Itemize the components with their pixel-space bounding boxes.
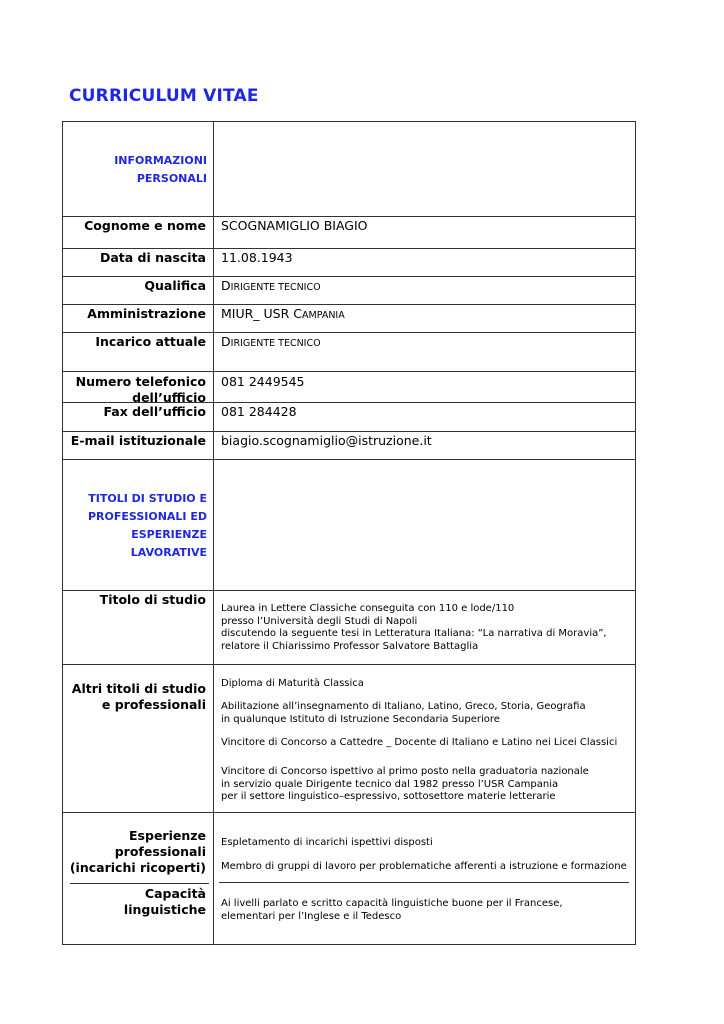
amministrazione-part: AMPANIA [302, 310, 345, 321]
birth-value: 11.08.1943 [221, 250, 293, 265]
phone-value: 081 2449545 [221, 374, 305, 389]
amministrazione-part: MIUR_ USR C [221, 306, 302, 321]
lingue-text [221, 898, 563, 923]
esperienze-p2: Membro di gruppi di lavoro per problematiche afferenti a istruzione e formazione [221, 861, 627, 872]
qualifica-rest: IRIGENTE TECNICO [230, 282, 321, 293]
lingue-label-line: Capacità [144, 886, 206, 901]
phone-label [76, 374, 206, 406]
altri-p4 [221, 766, 589, 804]
esperienze-label [70, 828, 206, 876]
email-value: biagio.scognamiglio@istruzione.it [221, 433, 432, 448]
section-label-line: PROFESSIONALI ED [87, 510, 207, 523]
sub-divider-right [219, 882, 629, 883]
text-line: presso l’Università degli Studi di Napoli [221, 615, 418, 627]
phone-label-line: dell’ufficio [132, 390, 206, 405]
altri-p2 [221, 701, 586, 726]
row-divider [62, 216, 636, 217]
incarico-value [221, 334, 321, 352]
name-label: Cognome e nome [84, 218, 206, 233]
titolo-label: Titolo di studio [99, 592, 206, 607]
esperienze-label-line: Esperienze [129, 828, 206, 843]
row-divider [62, 276, 636, 277]
email-label: E-mail istituzionale [70, 433, 206, 448]
lingue-label-line: linguistiche [123, 902, 206, 917]
text-line: in servizio quale Dirigente tecnico dal 1982 presso l’USR Campania [221, 778, 559, 790]
esperienze-label-line: professionali [114, 844, 206, 859]
row-divider [62, 590, 636, 591]
altri-p1: Diploma di Maturità Classica [221, 678, 364, 689]
text-line: discutendo la seguente tesi in Letteratura Italiana: “La narrativa di Moravia”, [221, 628, 607, 639]
incarico-cap: D [221, 334, 231, 349]
name-value: SCOGNAMIGLIO BIAGIO [221, 218, 368, 233]
esperienze-label-line: (incarichi ricoperti) [69, 860, 206, 875]
text-line: Ai livelli parlato e scritto capacità linguistiche buone per il Francese, [221, 898, 563, 909]
text-line: elementari per l’Inglese e il Tedesco [221, 910, 402, 922]
phone-label-line: Numero telefonico [75, 374, 206, 389]
row-divider [62, 431, 636, 432]
text-line: Vincitore di Concorso ispettivo al primo posto nella graduatoria nazionale [221, 766, 589, 777]
fax-value: 081 284428 [221, 404, 297, 419]
row-divider [62, 459, 636, 460]
altri-titoli-label [72, 681, 206, 713]
row-divider [62, 371, 636, 372]
fax-label: Fax dell’ufficio [103, 404, 206, 419]
birth-label: Data di nascita [99, 250, 206, 265]
qualifica-label: Qualifica [144, 278, 206, 293]
incarico-rest: IRIGENTE TECNICO [230, 338, 321, 349]
altri-label-line: e professionali [101, 697, 206, 712]
section-label-line: PERSONALI [136, 172, 207, 185]
sub-divider-left [70, 883, 209, 884]
qualifica-cap: D [221, 278, 231, 293]
section-personal-info [114, 152, 207, 188]
section-studies [88, 490, 207, 562]
amministrazione-label: Amministrazione [87, 306, 206, 321]
lingue-label [124, 886, 206, 918]
row-divider [62, 664, 636, 665]
section-label-line: TITOLI DI STUDIO E [88, 492, 207, 505]
column-divider [213, 121, 214, 945]
text-line: Laurea in Lettere Classiche conseguita con 110 e lode/110 [221, 603, 515, 614]
altri-label-line: Altri titoli di studio [71, 681, 206, 696]
row-divider [62, 812, 636, 813]
altri-p3: Vincitore di Concorso a Cattedre _ Docente di Italiano e Latino nei Licei Classici [221, 737, 618, 748]
qualifica-value [221, 278, 321, 296]
row-divider [62, 332, 636, 333]
row-divider [62, 248, 636, 249]
esperienze-p1: Espletamento di incarichi ispettivi disposti [221, 837, 433, 848]
section-label-line: INFORMAZIONI [114, 154, 207, 167]
titolo-text [221, 603, 607, 653]
document-title: CURRICULUM VITAE [69, 86, 259, 106]
row-divider [62, 304, 636, 305]
text-line: Abilitazione all’insegnamento di Italiano, Latino, Greco, Storia, Geografia [221, 701, 586, 712]
incarico-label: Incarico attuale [95, 334, 206, 349]
section-label-line: LAVORATIVE [130, 546, 207, 559]
text-line: per il settore linguistico–espressivo, sottosettore materie letterarie [221, 791, 556, 802]
text-line: relatore il Chiarissimo Professor Salvatore Battaglia [221, 640, 479, 652]
amministrazione-value [221, 306, 345, 324]
text-line: in qualunque Istituto di Istruzione Secondaria Superiore [221, 713, 500, 725]
section-label-line: ESPERIENZE [131, 528, 207, 541]
